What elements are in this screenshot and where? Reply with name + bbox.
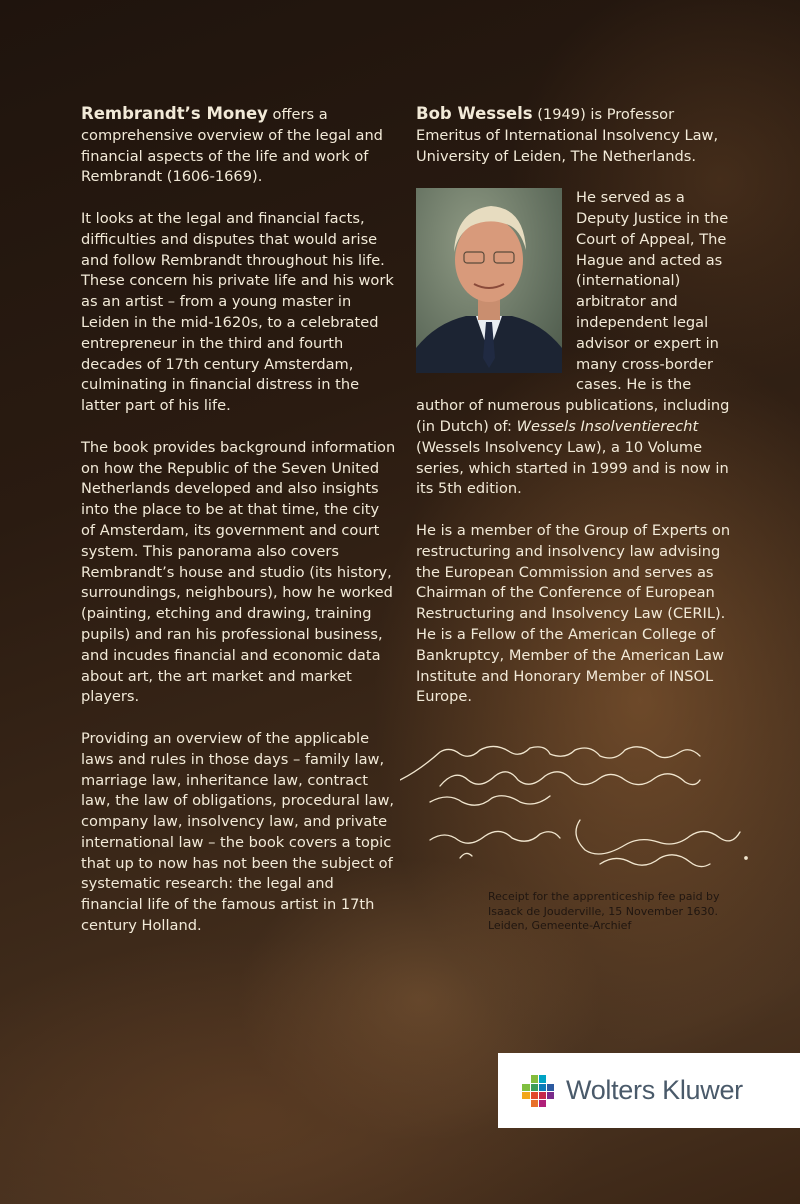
book-description <box>81 104 396 958</box>
wolters-kluwer-logo-icon <box>518 1071 558 1111</box>
book-series-title: Wessels Insolventierecht <box>516 417 699 435</box>
description-paragraph-2: It looks at the legal and financial facts, difficulties and disputes that would arise and follow Rembrandt throughout his life. These concern his private life and his work as an artist – from a young master in Leiden in the mid-1620s, to a celebrated entrepreneur in the third and fourth decades of 17th century Amsterdam, culminating in financial distress in the latter part of his life. <box>81 209 394 415</box>
description-paragraph-1: Rembrandt’s Money offers a comprehensive overview of the legal and financial aspects of the life and work of Rembrandt (1606-1669). <box>81 104 383 186</box>
book-title: Rembrandt’s Money <box>81 104 268 123</box>
author-bio <box>416 104 734 729</box>
publisher-name: Wolters Kluwer <box>566 1075 743 1105</box>
description-paragraph-3: The book provides background information on how the Republic of the Seven United Netherlands developed and also insights into the place to be at that time, the city of Amsterdam, its government and court system. This panorama also covers Rembrandt’s house and studio (its history, surroundings, neighbours), how he worked (painting, etching and drawing, training pupils) and ran his professional business, and incudes financial and economic data about art, the art market and market players. <box>81 438 396 706</box>
author-year: (1949) <box>532 106 586 123</box>
author-photo <box>416 188 562 373</box>
author-name: Bob Wessels <box>416 104 533 123</box>
author-bio-paragraph-2: He served as a Deputy Justice in the Court of Appeal, The Hague and acted as (international) arbitrator and independent legal advisor or expert in many cross-border cases. He is the author of numerous publications, including (in Dutch) of: Wessels Insolventierecht (Wessels Insolvency Law), a 10 Volume series, which started in 1999 and is now in its 5th edition. <box>416 189 730 498</box>
description-paragraph-4: Providing an overview of the applicable laws and rules in those days – family law, marriage law, inheritance law, contract law, the law of obligations, procedural law, company law, insolvency law, and private international law – the book covers a topic that up to now has not been the subject of systematic research: the legal and financial life of the famous artist in 17th century Holland. <box>81 729 395 935</box>
author-bio-paragraph-1: Bob Wessels (1949) is Professor Emeritus of International Insolvency Law, University of Leiden, The Netherlands. <box>416 104 719 165</box>
publisher-logo <box>498 1053 800 1128</box>
receipt-caption: Receipt for the apprenticeship fee paid by Isaack de Jouderville, 15 November 1630. Leiden, Gemeente-Archief <box>488 890 720 932</box>
handwritten-receipt <box>400 740 760 894</box>
author-bio-paragraph-3: He is a member of the Group of Experts on restructuring and insolvency law advising the European Commission and serves as Chairman of the Conference of European Restructuring and Insolvency Law (CERIL). He is a Fellow of the American College of Bankruptcy, Member of the American Law Institute and Honorary Member of INSOL Europe. <box>416 521 731 706</box>
